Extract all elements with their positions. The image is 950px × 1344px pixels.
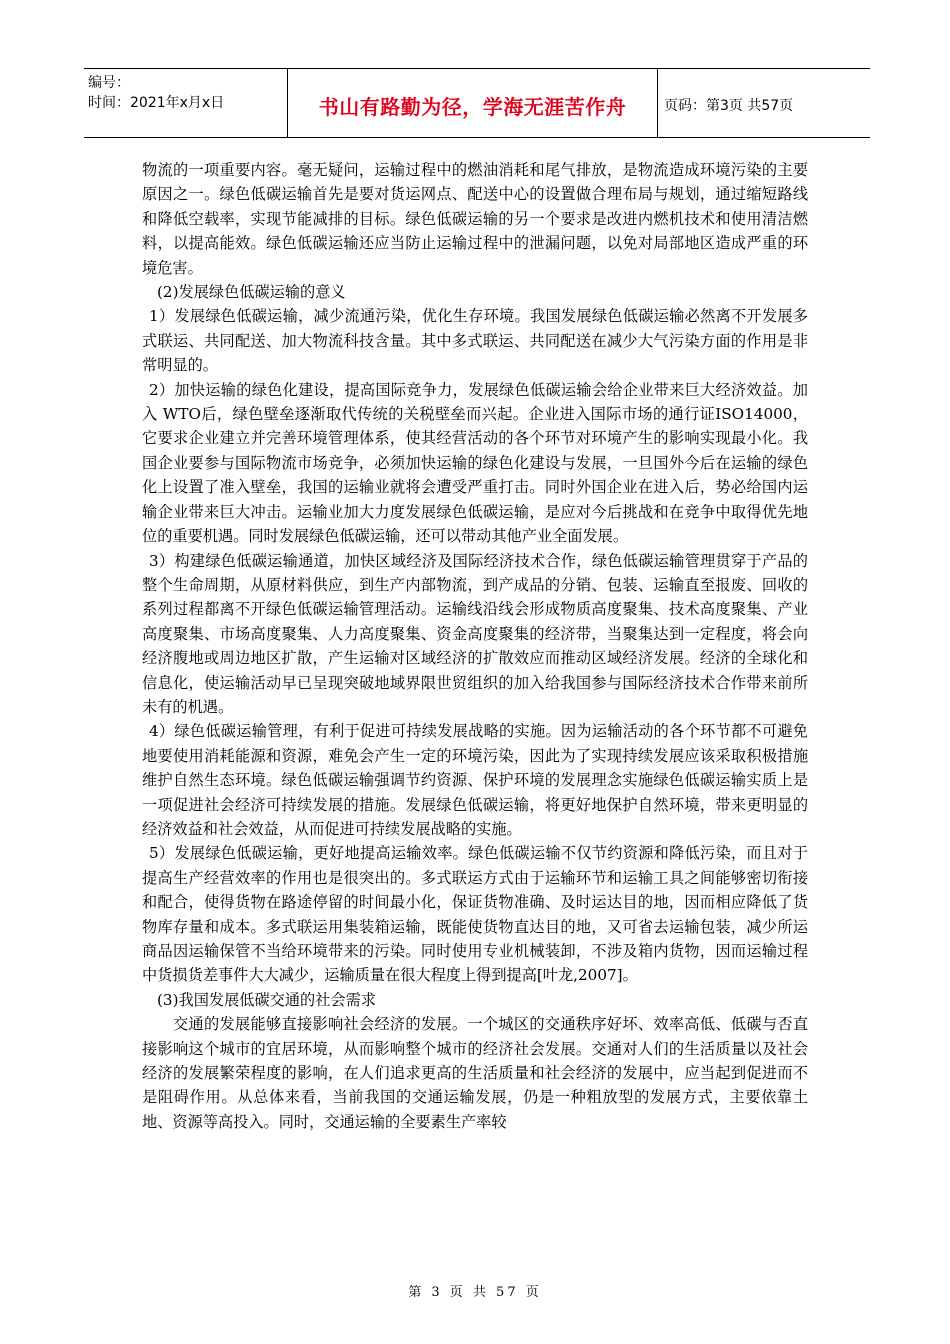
header-meta: [84, 69, 287, 137]
date-label: 时间：2021年x月x日: [88, 95, 225, 111]
number-label: 编号：: [88, 75, 130, 91]
paragraph-item-4: 4）绿色低碳运输管理，有利于促进可持续发展战略的实施。因为运输活动的各个环节都不可避免地要使用消耗能源和资源，难免会产生一定的环境污染，因此为了实现持续发展应该采取积极措施维护自然生态环境。绿色低碳运输强调节约资源、保护环境的发展理念实施绿色低碳运输实质上是一项促进社会经济可持续发展的措施。发展绿色低碳运输，将更好地保护自然环境，带来更明显的经济效益和社会效益，从而促进可持续发展战略的实施。: [142, 722, 808, 838]
section-heading-3: (3)我国发展低碳交通的社会需求: [157, 990, 376, 1009]
paragraph-item-1: 1）发展绿色低碳运输，减少流通污染，优化生存环境。我国发展绿色低碳运输必然离不开发展多式联运、共同配送、加大物流科技含量。其中多式联运、共同配送在减少大气污染方面的作用是非常明显的。: [142, 307, 808, 375]
page-label: 页码：第3页 共57页: [664, 98, 794, 114]
paragraph-social-demand: 交通的发展能够直接影响社会经济的发展。一个城区的交通秩序好坏、效率高低、低碳与否直接影响这个城市的宜居环境，从而影响整个城市的经济社会发展。交通对人们的生活质量以及社会经济的发展繁荣程度的影响，在人们追求更高的生活质量和社会经济的发展中，应当起到促进而不是阻碍作用。从总体来看，当前我国的交通运输发展，仍是一种粗放型的发展方式，主要依靠土地、资源等高投入。同时，交通运输的全要素生产率较: [142, 1015, 808, 1131]
paragraph-item-3: 3）构建绿色低碳运输通道，加快区域经济及国际经济技术合作，绿色低碳运输管理贯穿于产品的整个生命周期，从原材料供应，到生产内部物流，到产成品的分销、包装、运输直至报废、回收的系列过程都离不开绿色低碳运输管理活动。运输线沿线会形成物质高度聚集、技术高度聚集、产业高度聚集、市场高度聚集、人力高度聚集、资金高度聚集的经济带，当聚集达到一定程度，将会向经济腹地或周边地区扩散，产生运输对区域经济的扩散效应而推动区域经济发展。经济的全球化和信息化，使运输活动早已呈现突破地域界限世贸组织的加入给我国参与国际经济技术合作带来前所未有的机遇。: [142, 551, 808, 716]
motto-text: 书山有路勤为径，学海无涯苦作舟: [318, 94, 627, 119]
header-motto-cell: [287, 69, 658, 137]
paragraph-intro: 物流的一项重要内容。毫无疑问，运输过程中的燃油消耗和尾气排放，是物流造成环境污染的主要原因之一。绿色低碳运输首先是要对货运网点、配送中心的设置做合理布局与规划，通过缩短路线和降低空载率，实现节能减排的目标。绿色低碳运输的另一个要求是改进内燃机技术和使用清洁燃料，以提高能效。绿色低碳运输还应当防止运输过程中的泄漏问题，以免对局部地区造成严重的环境危害。: [142, 161, 808, 277]
section-heading-2: (2)发展绿色低碳运输的意义: [157, 283, 346, 302]
page-header: [84, 68, 870, 138]
paragraph-item-5: 5）发展绿色低碳运输，更好地提高运输效率。绿色低碳运输不仅节约资源和降低污染，而且对于提高生产经营效率的作用也是很突出的。多式联运方式由于运输环节和运输工具之间能够密切衔接和配合，使得货物在路途停留的时间最小化，保证货物准确、及时运达目的地，因而相应降低了货物库存量和成本。多式联运用集装箱运输，既能使货物直达目的地，又可省去运输包装，减少所运商品因运输保管不当给环境带来的污染。同时使用专业机械装卸，不涉及箱内货物，因而运输过程中货损货差事件大大减少，运输质量在很大程度上得到提高[叶龙,2007]。: [142, 844, 808, 985]
footer-page-number: 第 3 页 共 57 页: [408, 1285, 542, 1300]
document-body: [142, 158, 808, 1134]
page-footer: [0, 1281, 950, 1300]
header-page-cell: [658, 69, 870, 137]
paragraph-item-2: 2）加快运输的绿色化建设，提高国际竞争力，发展绿色低碳运输会给企业带来巨大经济效益。加入 WTO后，绿色壁垒逐渐取代传统的关税壁垒而兴起。企业进入国际市场的通行证ISO14000，它要求企业建立并完善环境管理体系，使其经营活动的各个环节对环境产生的影响实现最小化。我国企业要参与国际物流市场竞争，必须加快运输的绿色化建设与发展，一旦国外今后在运输的绿色化上设置了准入壁垒，我国的运输业就将会遭受严重打击。同时外国企业在进入后，势必给国内运输企业带来巨大冲击。运输业加大力度发展绿色低碳运输，是应对今后挑战和在竞争中取得优先地位的重要机遇。同时发展绿色低碳运输，还可以带动其他产业全面发展。: [142, 380, 808, 546]
